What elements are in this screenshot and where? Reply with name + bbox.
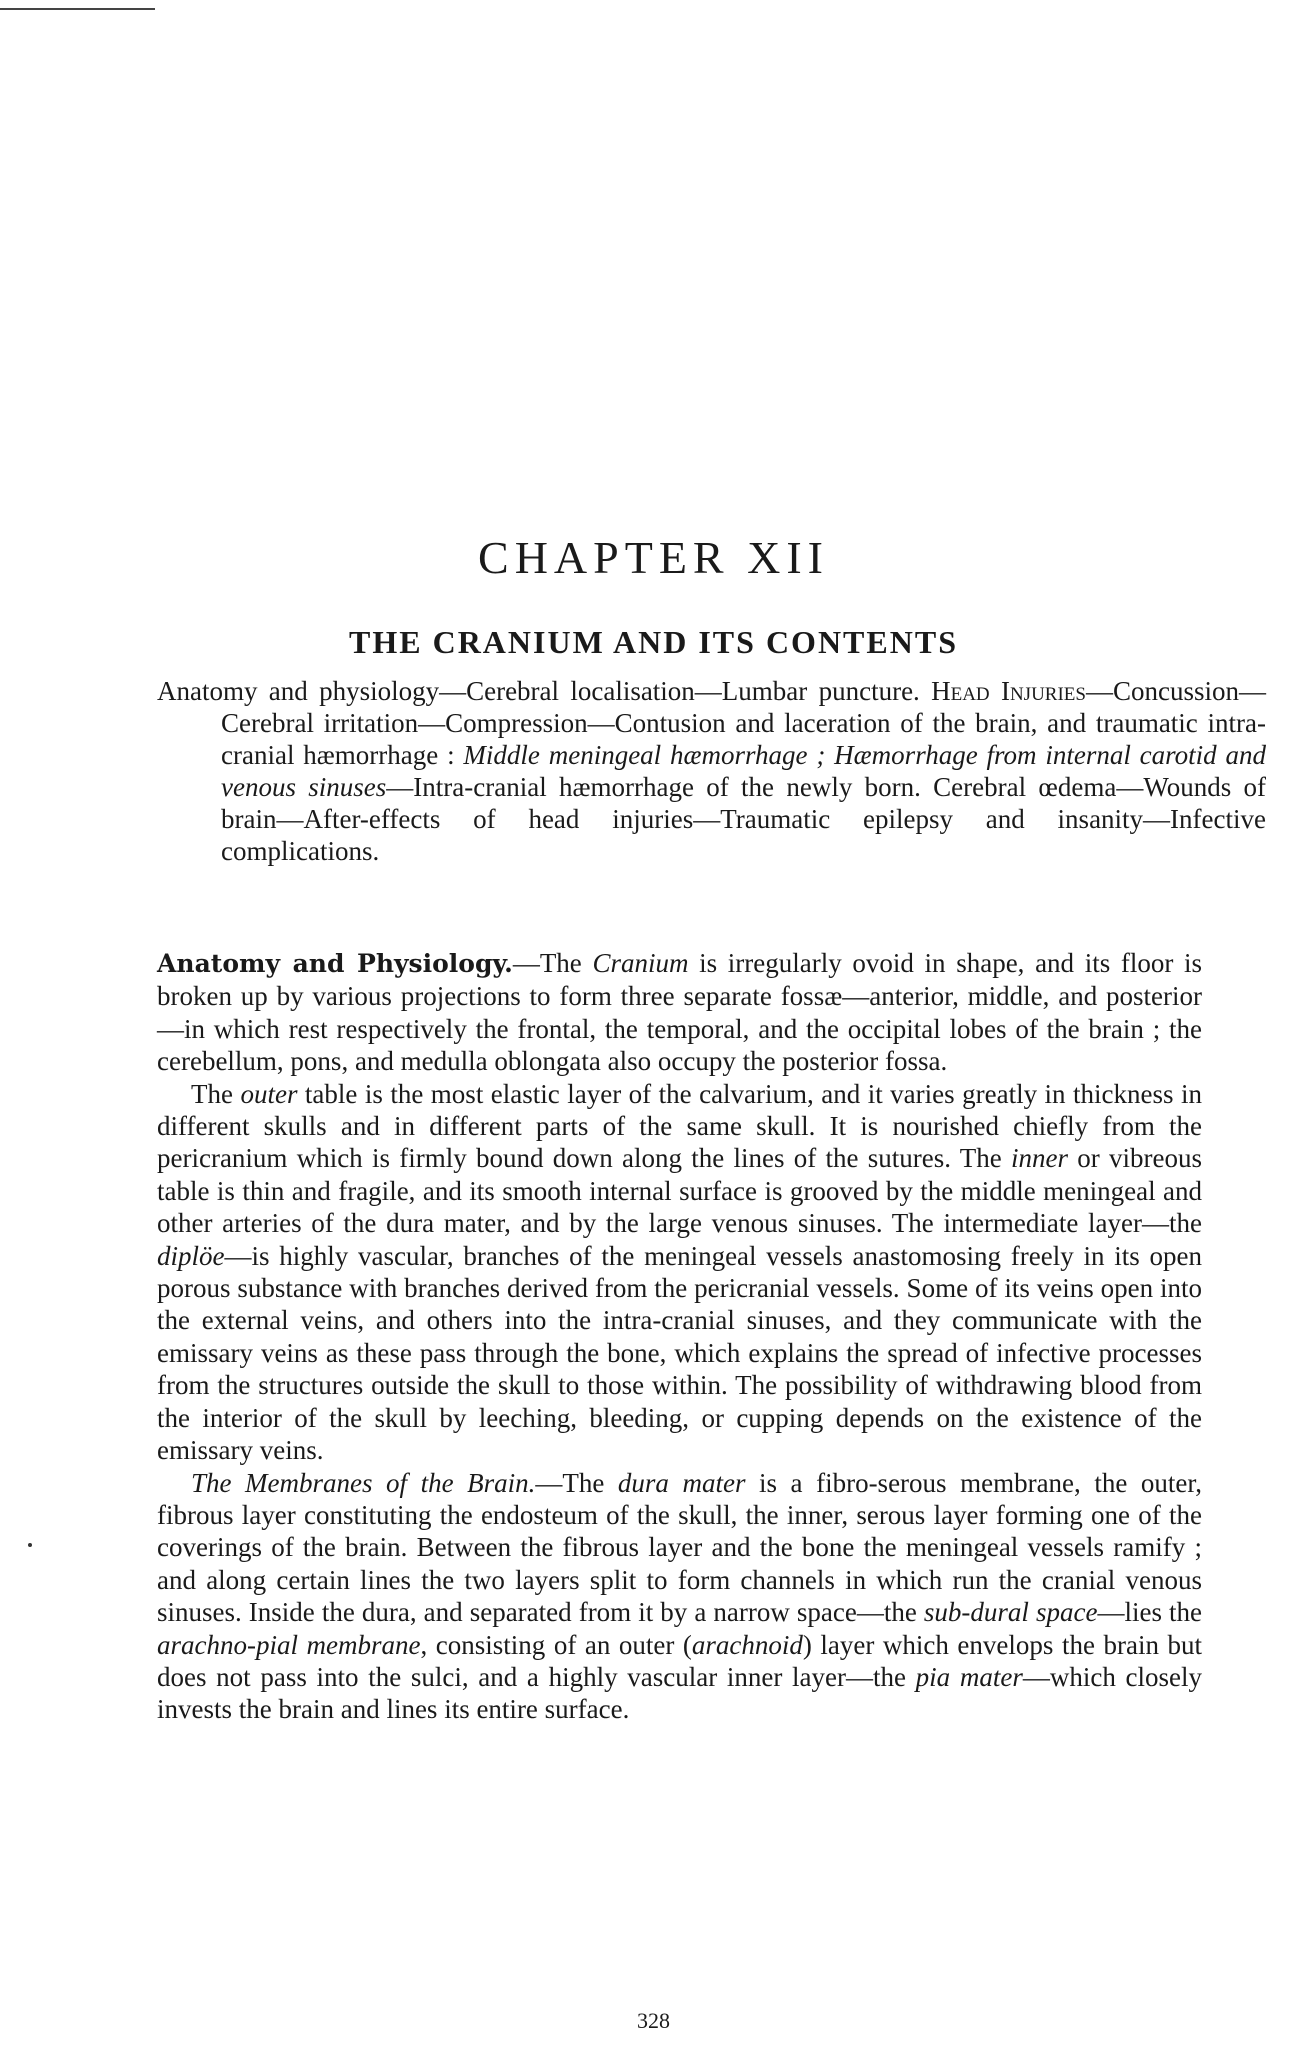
synopsis-text: —Intra-cranial hæmorrhage of the newly born. Cerebral œdema—Wounds of brain—After-effects of head injuries—Traumatic epilepsy and insanity—Infective complications. <box>221 772 1266 866</box>
chapter-title: THE CRANIUM AND ITS CONTENTS <box>349 623 958 660</box>
italic-run: arachno-pial membrane <box>157 1629 421 1660</box>
text-run: , consisting of an outer ( <box>420 1629 692 1660</box>
text-run: table is the most elastic layer of the calvarium, and it varies greatly in thickness in different skulls and in different parts of the same skull. It is nourished chiefly from the pericranium which is firmly bound down along the lines of the sutures. The <box>157 1078 1202 1174</box>
text-run: is irregularly ovoid in shape, and its floor is broken up by various projections to form three separate fossæ—anterior, middle, and posterior—in which rest respectively the frontal, the temporal, and the occipital lobes of the brain ; the cerebellum, pons, and medulla oblongata also occupy the posterior fossa. <box>157 948 1203 1077</box>
italic-run: Cranium <box>592 948 689 978</box>
synopsis-text: Anatomy and physiology—Cerebral localisation—Lumbar puncture. <box>157 676 932 706</box>
synopsis-text: —Concussion—Cerebral irritation—Compression—Contusion and laceration of the brain, and traumatic intra-cranial hæmorrhage : <box>221 676 1266 770</box>
text-run: or vibreous table is thin and fragile, and its smooth internal surface is grooved by the middle meningeal and other arteries of the dura mater, and by the large venous sinuses. The intermediate layer—the <box>157 1143 1202 1239</box>
italic-run: inner <box>1011 1143 1068 1174</box>
chapter-synopsis <box>157 675 1266 867</box>
text-run: —The <box>535 1467 618 1498</box>
paragraph <box>157 947 1202 1078</box>
paragraph <box>157 1078 1202 1467</box>
text-run: —lies the <box>1097 1597 1203 1628</box>
italic-run: pia mater <box>915 1661 1023 1692</box>
text-run: —which closely invests the brain and lines its entire surface. <box>157 1661 1202 1725</box>
italic-run: arachnoid <box>691 1629 803 1660</box>
text-run: —The <box>512 948 593 978</box>
chapter-heading: CHAPTER XII <box>478 531 829 583</box>
paragraph <box>157 1467 1202 1726</box>
italic-run: sub-dural space <box>923 1597 1098 1628</box>
italic-run: The Membranes of the Brain. <box>191 1467 536 1498</box>
synopsis-smallcaps: Head Injuries <box>931 676 1086 706</box>
page-number: 328 <box>637 2008 670 2033</box>
italic-run: dura mater <box>617 1467 746 1498</box>
synopsis-italic: Middle meningeal hæmorrhage ; Hæmorrhage from internal carotid and venous sinuses <box>221 740 1266 802</box>
body-text <box>157 947 1202 1726</box>
text-run: —is highly vascular, branches of the meningeal vessels anastomosing freely in its open porous substance with branches derived from the pericranial vessels. Some of its veins open into the external veins, and others into the intra-cranial sinuses, and they communicate with the emissary veins as these pass through the bone, which explains the spread of infective processes from the structures outside the skull to those within. The possibility of withdrawing blood from the interior of the skull by leeching, bleeding, or cupping depends on the existence of the emissary veins. <box>157 1240 1202 1466</box>
text-run: is a fibro-serous membrane, the outer, fibrous layer constituting the endosteum of the skull, the inner, serous layer forming one of the coverings of the brain. Between the fibrous layer and the bone the meningeal vessels ramify ; and along certain lines the two layers split to form channels in which run the cranial venous sinuses. Inside the dura, and separated from it by a narrow space—the <box>157 1467 1203 1628</box>
section-heading: Anatomy and Physiology. <box>157 949 513 978</box>
text-run: ) layer which envelops the brain but does not pass into the sulci, and a highly vascular inner layer—the <box>157 1629 1202 1692</box>
italic-run: outer <box>240 1078 298 1109</box>
top-rule <box>0 8 155 10</box>
text-run: The <box>191 1078 241 1109</box>
margin-dot <box>28 1543 32 1547</box>
italic-run: diplöe <box>157 1240 225 1271</box>
